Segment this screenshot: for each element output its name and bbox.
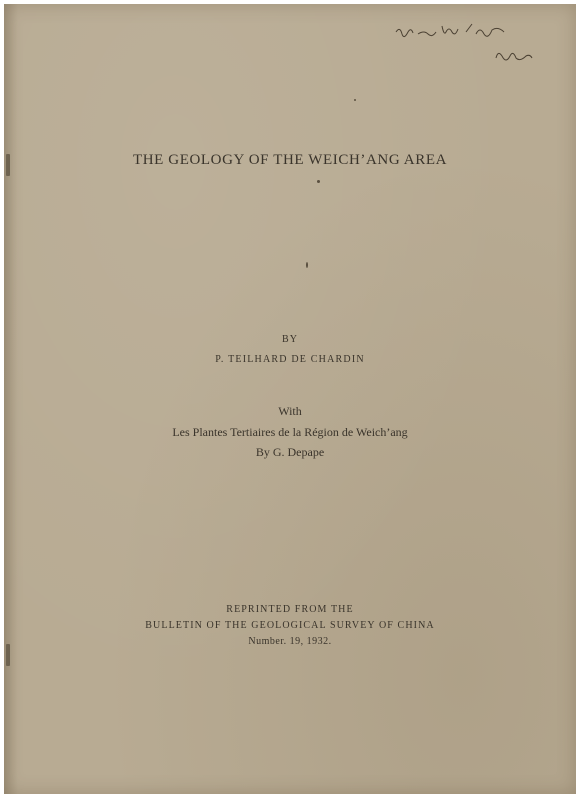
staple: [6, 644, 10, 666]
by-label: BY: [282, 334, 298, 345]
document-title: THE GEOLOGY OF THE WEICH’ANG AREA: [132, 152, 448, 168]
document-cover: [4, 4, 576, 794]
handwritten-inscription: [392, 18, 562, 88]
reprint-notice: REPRINTED FROM THE: [226, 604, 354, 615]
ink-spot: [317, 180, 320, 183]
bulletin-number: Number. 19, 1932.: [248, 636, 332, 647]
supplement-author: By G. Depape: [255, 445, 325, 459]
supplement-title: Les Plantes Tertiaires de la Région de Weich’ang: [172, 425, 408, 439]
bulletin-name: BULLETIN OF THE GEOLOGICAL SURVEY OF CHINA: [145, 620, 435, 631]
ink-spot: [306, 262, 308, 268]
author-name: P. TEILHARD DE CHARDIN: [215, 354, 365, 365]
with-label: With: [278, 404, 302, 418]
ink-spot: [354, 99, 356, 101]
